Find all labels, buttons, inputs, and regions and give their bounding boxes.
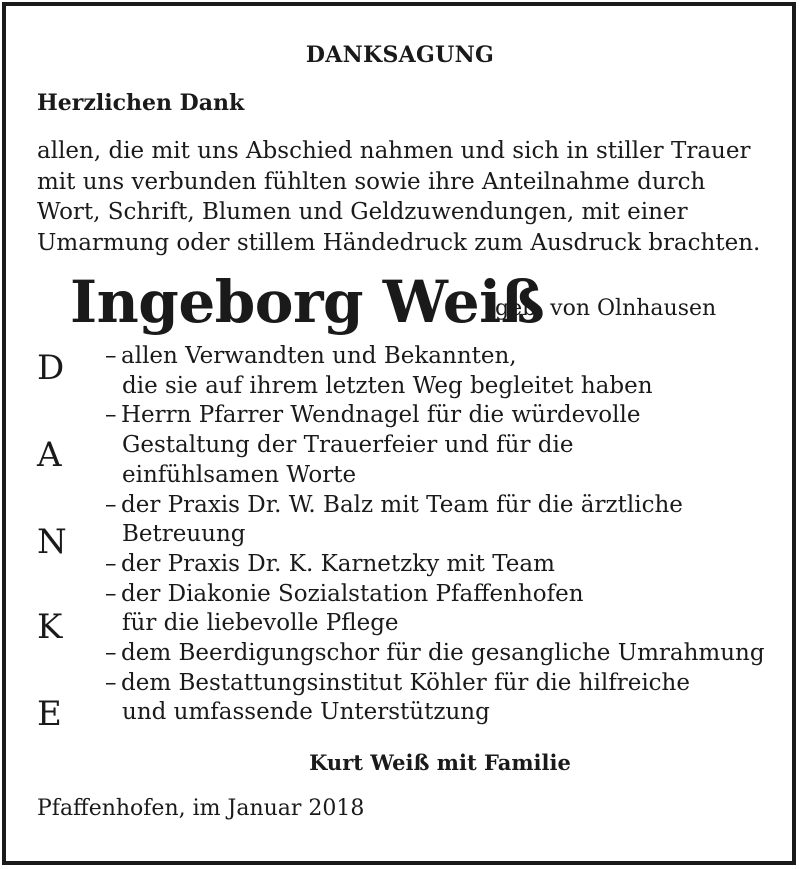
dash-marker: – — [105, 402, 117, 429]
thanks-item — [105, 639, 765, 669]
dash-marker: – — [105, 640, 117, 667]
intro-line: allen, die mit uns Abschied nahmen und sich in stiller Trauer — [37, 138, 751, 164]
thanks-line-cont: für die liebevolle Pflege — [122, 610, 399, 637]
thanks-line: Herrn Pfarrer Wendnagel für die würdevolle — [121, 402, 641, 429]
thanks-line-cont: Gestaltung der Trauerfeier und für die — [122, 432, 574, 459]
thanks-line: dem Bestattungsinstitut Köhler für die hilfreiche — [121, 669, 690, 696]
dash-marker: – — [105, 343, 117, 369]
thanks-line: der Diakonie Sozialstation Pfaffenhofen — [121, 580, 584, 607]
thanks-line-cont: Betreuung — [122, 521, 246, 548]
intro-paragraph — [37, 136, 760, 258]
maiden-name: geb. von Olnhausen — [495, 296, 717, 321]
thanks-item — [105, 342, 765, 372]
thanks-line: der Praxis Dr. K. Karnetzky mit Team — [121, 550, 555, 577]
danke-letter-e: E — [37, 694, 62, 734]
thanks-line-cont: und umfassende Unterstützung — [122, 699, 490, 726]
thanks-item — [105, 550, 765, 580]
intro-line: mit uns verbunden fühlten sowie ihre Anteilnahme durch — [37, 168, 706, 195]
intro-line: Wort, Schrift, Blumen und Geldzuwendungen, mit einer — [37, 199, 688, 225]
place-date: Pfaffenhofen, im Januar 2018 — [37, 796, 365, 821]
intro-line: Umarmung oder stillem Händedruck zum Ausdruck brachten. — [37, 229, 761, 256]
dash-marker: – — [105, 491, 117, 518]
dash-marker: – — [105, 550, 117, 577]
thanks-item — [105, 580, 765, 610]
signature: Kurt Weiß mit Familie — [309, 750, 571, 775]
thanks-item — [105, 401, 765, 431]
greeting-heading: Herzlichen Dank — [37, 90, 245, 116]
thanks-line-cont: die sie auf ihrem letzten Weg begleitet haben — [122, 372, 653, 399]
thanks-line: dem Beerdigungschor für die gesangliche Umrahmung — [121, 640, 765, 667]
thanks-item — [105, 669, 765, 699]
deceased-name: Ingeborg Weiß — [70, 268, 545, 336]
danke-letter-k: K — [37, 607, 63, 647]
thanks-list — [105, 342, 765, 728]
thanks-line-cont: einfühlsamen Worte — [122, 461, 357, 488]
danke-letter-a: A — [37, 435, 62, 475]
thanks-item — [105, 491, 765, 521]
thanks-line: der Praxis Dr. W. Balz mit Team für die ärztliche — [121, 491, 683, 518]
notice-title: DANKSAGUNG — [305, 42, 495, 68]
danke-letter-d: D — [37, 348, 65, 388]
danke-letter-n: N — [37, 522, 67, 562]
dash-marker: – — [105, 669, 117, 696]
dash-marker: – — [105, 580, 117, 607]
thanks-line: allen Verwandten und Bekannten, — [121, 343, 517, 369]
